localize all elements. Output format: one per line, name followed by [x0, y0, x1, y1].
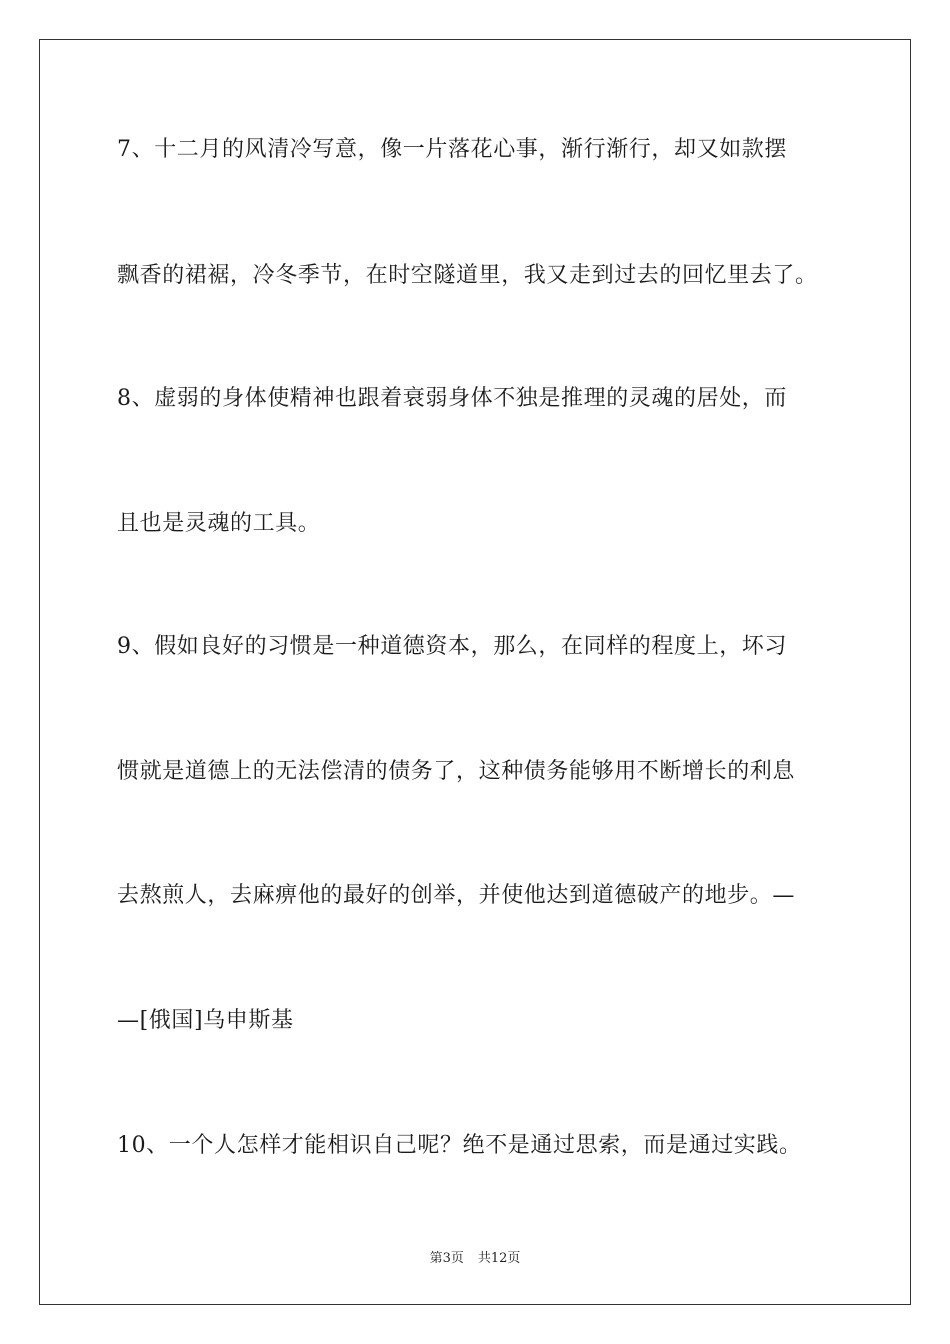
- page-total: 共12页: [477, 1251, 521, 1266]
- text-line: 惯就是道德上的无法偿清的债务了，这种债务能够用不断增长的利息: [117, 759, 796, 784]
- text-line: 10、一个人怎样才能相识自己呢？绝不是通过思索，而是通过实践。: [117, 1133, 802, 1158]
- text-line: —[俄国]乌申斯基: [117, 1008, 294, 1033]
- page-border: [39, 39, 911, 1305]
- text-line: 9、假如良好的习惯是一种道德资本，那么，在同样的程度上，坏习: [117, 634, 787, 659]
- text-line: 去熬煎人，去麻痹他的最好的创举，并使他达到道德破产的地步。—: [117, 883, 796, 908]
- page-footer: [0, 1247, 950, 1266]
- text-line: 且也是灵魂的工具。: [117, 511, 321, 536]
- page-number: 第3页: [429, 1251, 464, 1266]
- text-line: 8、虚弱的身体使精神也跟着衰弱身体不独是推理的灵魂的居处，而: [117, 386, 787, 411]
- text-line: 7、十二月的风清冷写意，像一片落花心事，渐行渐行，却又如款摆: [117, 137, 787, 162]
- text-line: 飘香的裙裾，冷冬季节，在时空隧道里，我又走到过去的回忆里去了。: [117, 263, 818, 288]
